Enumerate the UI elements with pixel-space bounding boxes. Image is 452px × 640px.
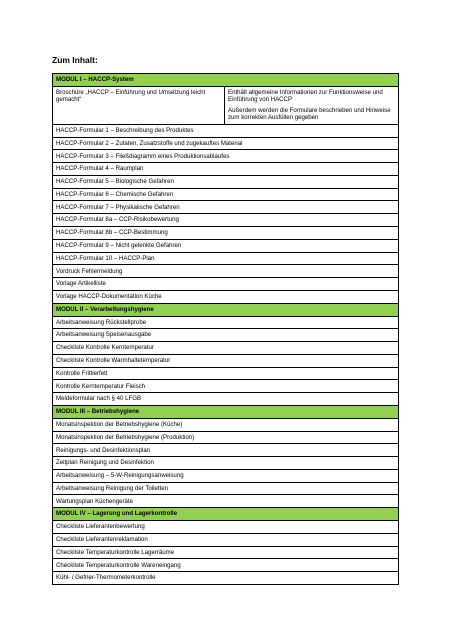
document-item: Kühl- / Gefrier-Thermometerkontrolle: [53, 572, 399, 585]
table-row: [53, 533, 399, 546]
document-item: Checkliste Kontrolle Kerntemperatur: [53, 342, 399, 355]
module-title: MODUL II – Verarbeitungshygiene: [53, 303, 399, 316]
table-row: [53, 316, 399, 329]
document-item: Monatsinspektion der Betriebshygiene (Küche): [53, 418, 399, 431]
table-row: [53, 175, 399, 188]
table-row: [53, 495, 399, 508]
module-header-row: [53, 508, 399, 521]
module-title: MODUL III – Betriebshygiene: [53, 405, 399, 418]
table-row: [53, 559, 399, 572]
document-item: Reinigungs- und Desinfektionsplan: [53, 444, 399, 457]
module-title: MODUL IV – Lagerung und Lagerkontrolle: [53, 508, 399, 521]
document-item: HACCP-Formular 8b – CCP-Bestimmung: [53, 227, 399, 240]
document-item: Wartungsplan Küchengeräte: [53, 495, 399, 508]
table-row: [53, 354, 399, 367]
intro-row: [53, 86, 399, 124]
module-title: MODUL I – HACCP-System: [53, 74, 399, 87]
table-row: [53, 163, 399, 176]
table-row: [53, 214, 399, 227]
page-heading: Zum Inhalt:: [52, 55, 98, 65]
table-row: [53, 393, 399, 406]
table-row: [53, 431, 399, 444]
table-row: [53, 444, 399, 457]
document-item: HACCP-Formular 7 – Physikalische Gefahren: [53, 201, 399, 214]
table-row: [53, 367, 399, 380]
intro-label: Broschüre „HACCP – Einführung und Umsetzung leicht gemacht“: [53, 86, 225, 124]
document-item: Zeitplan Reinigung und Desinfektion: [53, 457, 399, 470]
document-item: Arbeitsanweisung Speisenausgabe: [53, 329, 399, 342]
document-item: Checkliste Lieferantenreklamation: [53, 533, 399, 546]
document-item: HACCP-Formular 4 – Raumplan: [53, 163, 399, 176]
module-header-row: [53, 303, 399, 316]
table-row: [53, 380, 399, 393]
document-item: HACCP-Formular 9 – Nicht gelenkte Gefahren: [53, 239, 399, 252]
document-item: Checkliste Temperaturkontrolle Wareneingang: [53, 559, 399, 572]
document-item: Vorlage HACCP-Dokumentation Küche: [53, 290, 399, 303]
document-item: Arbeitsanweisung – 5-W-Reinigungsanweisung: [53, 469, 399, 482]
contents-table-body: [53, 74, 399, 585]
table-row: [53, 252, 399, 265]
intro-description: [225, 86, 399, 124]
table-row: [53, 265, 399, 278]
contents-table: [52, 73, 399, 585]
document-item: Checkliste Kontrolle Warmhaltetemperatur: [53, 354, 399, 367]
table-row: [53, 188, 399, 201]
document-item: HACCP-Formular 8a – CCP-Risikobewertung: [53, 214, 399, 227]
table-row: [53, 329, 399, 342]
table-row: [53, 521, 399, 534]
document-item: Vordruck Fehlermeldung: [53, 265, 399, 278]
document-item: Arbeitsanweisung Rückstellprobe: [53, 316, 399, 329]
document-item: Kontrolle Kerntemperatur Fleisch: [53, 380, 399, 393]
table-row: [53, 137, 399, 150]
document-item: Checkliste Lieferantenbewertung: [53, 521, 399, 534]
table-row: [53, 418, 399, 431]
document-item: HACCP-Formular 10 – HACCP-Plan: [53, 252, 399, 265]
intro-description-paragraph: Außerdem werden die Formulare beschrieben und Hinweise zum korrekten Ausfüllen gegeben: [228, 106, 391, 122]
table-row: [53, 457, 399, 470]
module-header-row: [53, 74, 399, 87]
document-item: HACCP-Formular 2 – Zutaten, Zusatzstoffe und zugekauftes Material: [53, 137, 399, 150]
document-item: Checkliste Temperaturkontrolle Lagerräume: [53, 546, 399, 559]
document-item: Kontrolle Frittierfett: [53, 367, 399, 380]
document-item: HACCP-Formular 3 – Fließdiagramm eines Produktionsablaufes: [53, 150, 399, 163]
document-item: Vorlage Artikelliste: [53, 278, 399, 291]
document-item: Arbeitsanweisung Reinigung der Toiletten: [53, 482, 399, 495]
table-row: [53, 150, 399, 163]
table-row: [53, 482, 399, 495]
table-row: [53, 201, 399, 214]
document-item: Monatsinspektion der Betriebshygiene (Produktion): [53, 431, 399, 444]
table-row: [53, 342, 399, 355]
document-item: HACCP-Formular 1 – Beschreibung des Produktes: [53, 124, 399, 137]
document-item: Meldeformular nach § 40 LFGB: [53, 393, 399, 406]
document-item: HACCP-Formular 5 – Biologische Gefahren: [53, 175, 399, 188]
table-row: [53, 227, 399, 240]
table-row: [53, 290, 399, 303]
table-row: [53, 469, 399, 482]
table-row: [53, 278, 399, 291]
table-row: [53, 572, 399, 585]
table-row: [53, 546, 399, 559]
table-row: [53, 239, 399, 252]
table-row: [53, 124, 399, 137]
document-item: HACCP-Formular 6 – Chemische Gefahren: [53, 188, 399, 201]
module-header-row: [53, 405, 399, 418]
intro-description-paragraph: Enthält allgemeine Informationen zur Funktionsweise und Einführung von HACCP: [228, 88, 383, 104]
